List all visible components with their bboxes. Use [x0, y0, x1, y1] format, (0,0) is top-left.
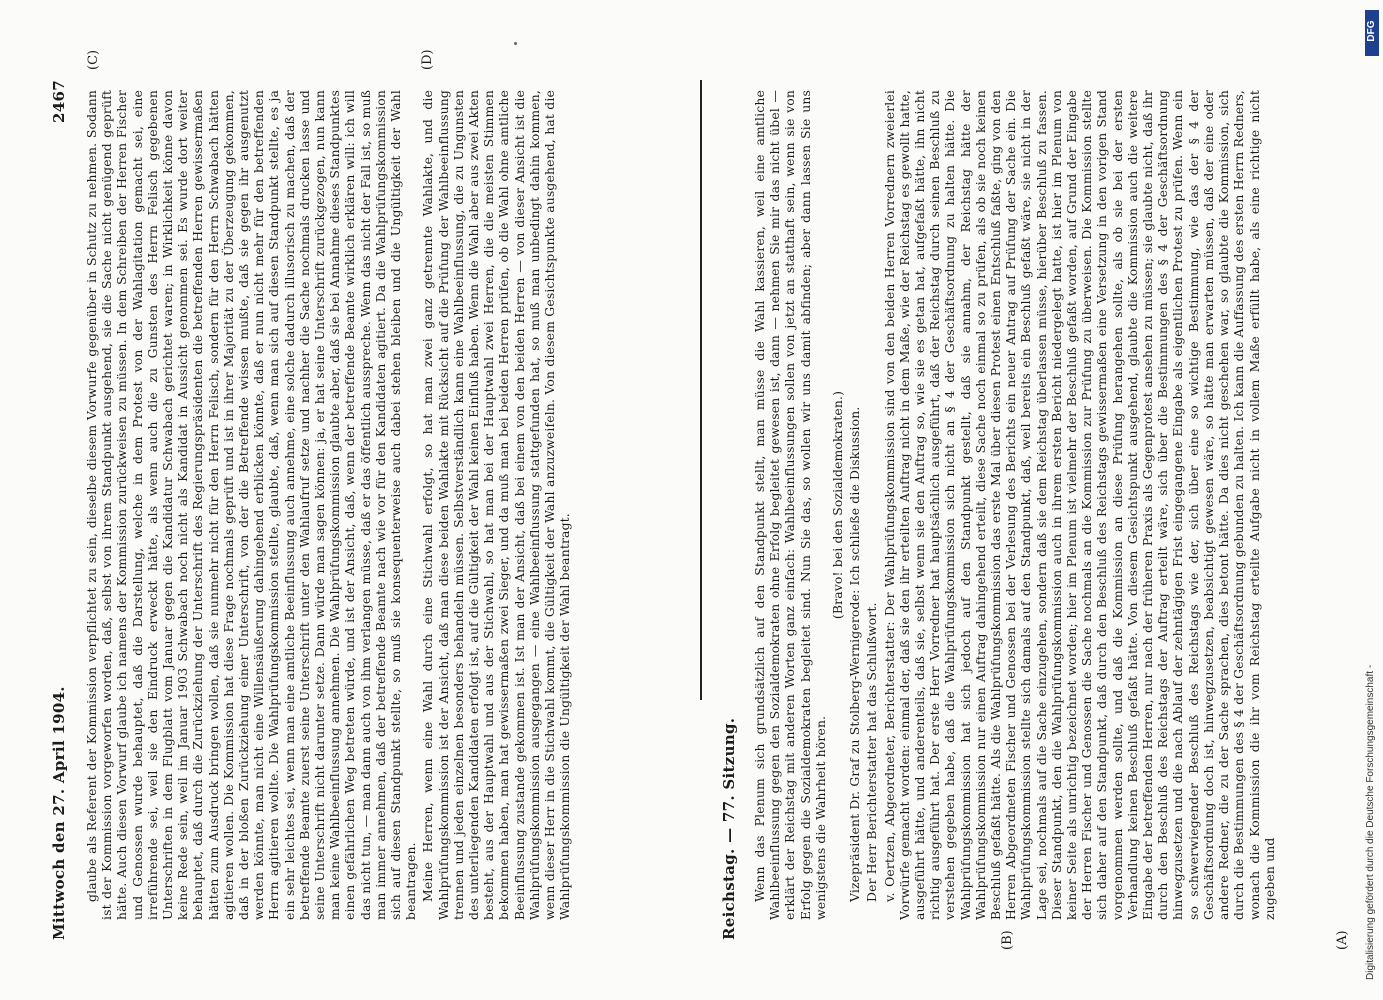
paragraph: Wenn das Plenum sich grundsätzlich auf den Standpunkt stellt, man müsse die Wahl kassieren, weil eine amtliche Wahlbeeinflussung gegen den Sozialdemokraten ohne Erfolg begleitet gewesen ist, dann — nehmen Sie mir das nicht übel — erklärt der Reichstag mit anderen Worten ganz einfach: Wahlbeeinflussungen sollen von jetzt an statthaft sein, wenn sie von Erfolg gegen die Sozialdemokraten begleitet sind. Nun Sie das, so wollen wir uns damit abfinden; aber dann lassen Sie uns wenigstens die Wahrheit hören.	[752, 90, 828, 920]
margin-marker-b: (B)	[1000, 930, 1015, 950]
margin-marker-c: (C)	[86, 49, 101, 70]
page-number: 2467	[50, 80, 68, 123]
right-running-head-row	[50, 80, 78, 940]
paragraph: Meine Herren, wenn eine Wahl durch eine Stichwahl erfolgt, so hat man zwei ganz getrennte Wahlakte, und die Wahlprüfungskommission ist der Ansicht, daß man diese beiden Wahlakte mit Rücksicht auf die Prüfung der Wahlbeeinflussung trennen und jeden einzelnen besonders behandeln müssen. Selbstverständlich kann eine Wahlbeeinflussung, die zu Ungunsten des unterliegenden Kandidaten erfolgt ist, auf die Gültigkeit der Wahl keinen Einfluß haben. Wenn die Wahl aber aus zwei Akten besteht, aus der Hauptwahl und aus der Stichwahl, so hat man bei der Hauptwahl zwei Herren, die die meisten Stimmen bekommen haben, man hat gewissermaßen zwei Sieger, und da muß man bei beiden Herren prüfen, ob die Wahl ohne amtliche Beeinflussung zustande gekommen ist. Ist man der Ansicht, daß bei einem von den beiden Herren — von dieser Ansicht ist die Wahlprüfungskommission ausgegangen — eine Wahlbeeinflussung stattgefunden hat, so muß man unbedingt dahin kommen, wenn dieser Herr in die Stichwahl kommt, die Gültigkeit der Wahl anzuzweifeln. Von diesem Gesichtspunkte ausgehend, hat die Wahlprüfungskommission die Ungültigkeit der Wahl beantragt.	[420, 90, 573, 920]
digitization-note: Digitalisierung gefördert durch die Deutsche Forschungsgemeinschaft -	[1365, 664, 1376, 980]
ink-speck	[514, 42, 517, 45]
margin-marker-a: (A)	[1335, 930, 1350, 950]
paragraph: v. Oertzen, Abgeordneter, Berichterstatter: Der Wahlprüfungskommission sind von den beiden Herren Vorrednern zweierlei Vorwürfe gemacht worden: einmal der, daß sie den ihr erteilten Auftrag nicht in dem Maße, wie der Reichstag es gewollt hatte, ausgeführt hätte, und anderenteils, daß sie, selbst wenn sie den Auftrag so, wie sie es getan hat, aufgefaßt hätte, ihn nicht richtig ausgeführt hat. Der erste Herr Vorredner hat hauptsächlich ausgeführt, daß der Reichstag durch seinen Beschluß zu verstehen gegeben habe, daß die Wahlprüfungskommission sich nicht an § 4 der Geschäftsordnung zu halten hätte. Die Wahlprüfungskommission hat sich jedoch auf den Standpunkt gestellt, daß sie annahm, der Reichstag hätte der Wahlprüfungskommission nur einen Auftrag dahingehend erteilt, diese Sache noch einmal so zu prüfen, als ob sie noch keinen Beschluß gefaßt hätte. Als die Wahlprüfungskommission das erste Mal über diesen Protest einen Entschluß faßte, ging von den Herren Abgeordneten Fischer und Genossen bei der Verlesung des Berichts ein neuer Antrag auf Prüfung der Sache ein. Die Wahlprüfungskommission stellte sich damals auf den Standpunkt, daß, weil bereits ein Beschluß gefaßt wäre, sie nicht in der Lage sei, nochmals auf die Sache einzugehen, sondern daß sie dem Reichstag überlassen müsse, hierüber Beschluß zu fassen. Dieser Standpunkt, den die Wahlprüfungskommission auch in ihrem ersten Bericht niedergelegt hatte, ist hier im Plenum von keiner Seite als unrichtig bezeichnet worden; hier im Plenum ist vielmehr der Beschluß gefaßt worden, auf Grund der Eingabe der Herren Fischer und Genossen die Sache nochmals an die Kommission zur Prüfung zu überweisen. Die Kommission stellte sich daher auf den Standpunkt, daß durch den Beschluß des Reichstags gewissermaßen eine Versetzung in den vorigen Stand vorgenommen werden sollte, und daß die Kommission an diese Prüfung herangehen sollte, als ob sie bei der ersten Verhandlung keinen Beschluß gefaßt hätte. Von diesem Gesichtspunkt ausgehend, glaubte die Kommission auch die weitere Eingabe der betreffenden Herren, nur nach der früheren Praxis als Gegenprotest ansehen zu müssen; sie glaubte nicht, daß ihr durch den Beschluß des Reichstags der Auftrag erteilt wäre, sich über die Bestimmungen des § 4 der Geschäftsordnung hinwegzusetzen und die nach Ablauf der zehntägigen Frist eingegangene Eingabe als eigentlichen Protest zu prüfen. Wenn ein so schwerwiegender Beschluß des Reichstags wie der, sich über eine so wichtige Bestimmung, wie das der § 4 der Geschäftsordnung doch ist, hinwegzusetzen, beabsichtigt gewesen wäre, so hätte man erwarten müssen, daß der eine oder andere Redner, die zu der Sache sprachen, dies betont hätte. Da dies nicht geschehen war, so glaubte die Kommission, sich durch die Bestimmungen des § 4 der Geschäftsordnung gebunden zu halten. Ich kann die Auffassung des ersten Herrn Redners, wonach die Kommission die ihr vom Reichstag erteilte Aufgabe nicht in vollem Maße erfüllt habe, als eine richtige nicht zugeben und	[881, 90, 1277, 920]
date-line: Mittwoch den 27. April 1904.	[50, 686, 68, 940]
paragraph: Der Herr Berichterstatter hat das Schlußwort.	[864, 602, 880, 902]
interjection: (Bravo! bei den Sozialdemokraten.)	[830, 390, 846, 620]
paragraph: Vizepräsident Dr. Graf zu Stolberg-Wernigerode: Ich schließe die Diskussion.	[847, 406, 863, 902]
right-column	[84, 90, 684, 920]
dfg-logo: DFG	[1365, 10, 1379, 56]
left-running-head: Reichstag. — 77. Sitzung.	[720, 717, 738, 940]
margin-marker-d: (D)	[420, 49, 435, 70]
paragraph: glaube als Referent der Kommission verpflichtet zu sein, dieselbe diesem Vorwurfe gegenüber in Schutz zu nehmen. Sodann ist der Kommission vorgeworfen worden, daß, selbst von ihrem Standpunkt ausgehend, sie die Sache nicht genügend geprüft hätte. Auch diesen Vorwurf glaube ich namens der Kommission zurückweisen zu müssen. In dem Schreiben der Herren Fischer und Genossen wurde behauptet, daß die Darstellung, welche in dem Protest von der Wahlagitation gemacht sei, eine irreführende sei, weil sie den Eindruck erweckt hätte, als wenn auch die zu Gunsten des Herrn Felisch gegebenen Unterschriften in dem Flugblatt vom Januar gegen die Kandidatur Schwabach gerichtet waren; in Wirklichkeit könne davon keine Rede sein, weil im Januar 1903 Schwabach noch nicht als Kandidat in Aussicht genommen sei. Es wurde dort weiter behauptet, daß durch die Zurückziehung der Unterschrift des Regierungspräsidenten die betreffenden Herren gewissermaßen hätten zum Ausdruck bringen wollen, daß sie nunmehr nicht für den Herrn Felisch, sondern für den Herrn Schwabach hätten agitieren wollen. Die Kommission hat diese Frage nochmals geprüft und ist in ihrer Majorität zu der Überzeugung gekommen, daß in der bloßen Zurückziehung einer Unterschrift, von der die Betreffende wissen mußte, daß sie gegen ihr ausgenutzt werden könnte, man nicht eine Willensäußerung dahingehend erblicken könnte, daß er nun nicht mehr für den betreffenden Herrn agitieren wollte. Die Wahlprüfungskommission stellte, glaubte, daß, wenn man sich auf diesen Standpunkt stellte, es ja ein sehr leichtes sei, wenn man eine amtliche Beeinflussung auch annehme, eine solche dadurch illusorisch zu machen, daß der betreffende Beamte zuerst seine Unterschrift unter den Wahlaufruf setze und nachher die Sache nochmals drucken lasse und seine Unterschrift nicht darunter setze. Dann würde man sagen können: ja, er hat seine Unterschrift zurückgezogen, nun kann man keine Wahlbeeinflussung annehmen. Die Wahlprüfungskommission glaubte aber, daß sie bei Annahme dieses Standpunktes einen gefährlichen Weg betreten würde, und ist der Ansicht, daß, wenn der betreffende Beamte wirklich erklären will: ich will das nicht tun, — man dann auch von ihm verlangen müsse, daß er das öffentlich ausspreche. Wenn das nicht der Fall ist, so muß man immer annehmen, daß der betreffende Beamte nach wie vor für den Kandidaten agitiert. Da die Wahlprüfungskommission sich auf diesen Standpunkt stellte, so muß sie konsequenterweise auch dabei stehen bleiben und die Ungültigkeit der Wahl beantragen.	[84, 90, 419, 920]
